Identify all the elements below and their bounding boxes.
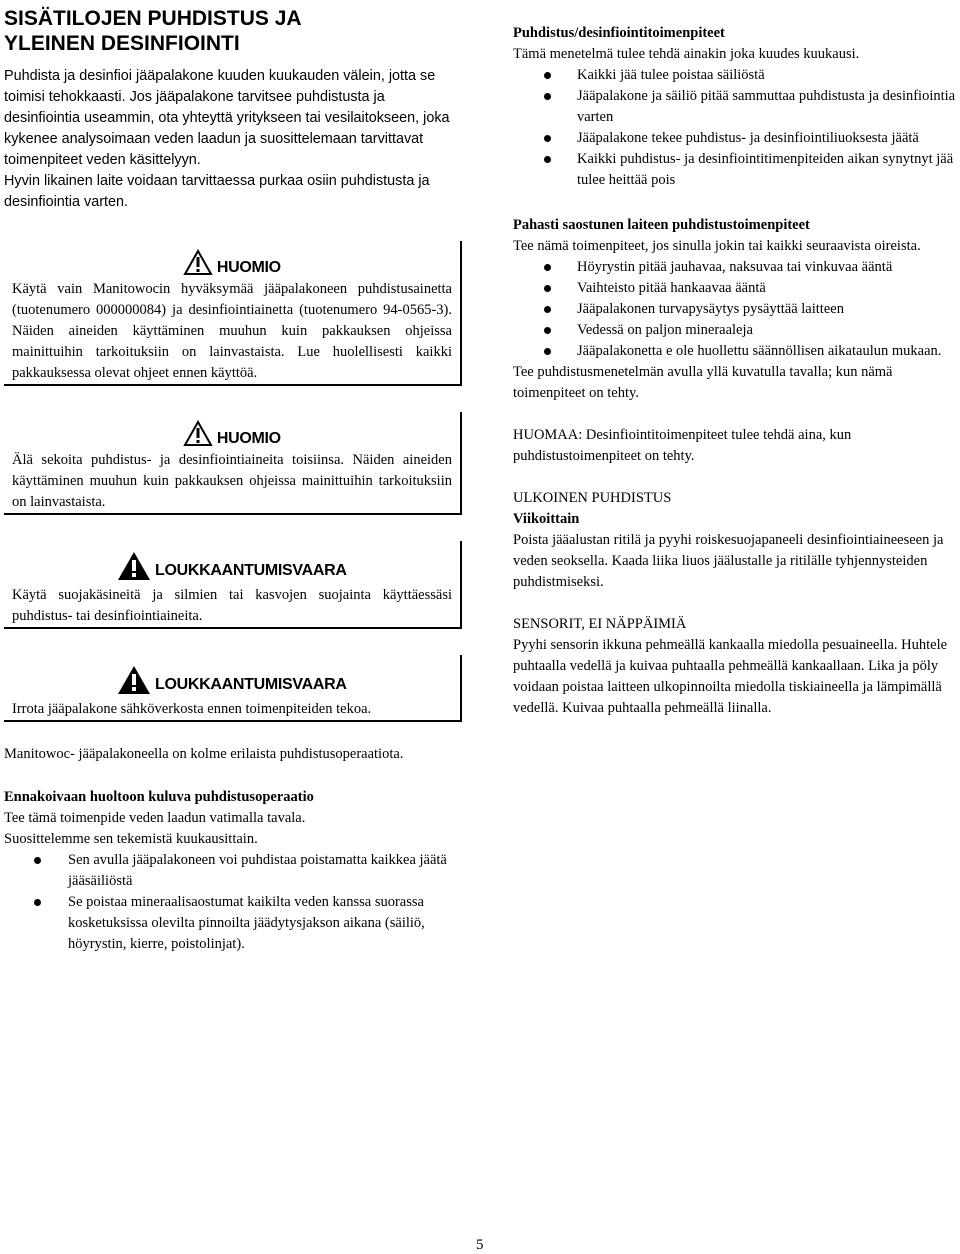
list-item-text: Jääpalakone ja säiliö pitää sammuttaa puhdistusta ja desinfiointia varten xyxy=(577,88,956,125)
bullet-dot xyxy=(34,857,41,864)
list-item-text: Jääpalakone tekee puhdistus- ja desinfiointiliuoksesta jäätä xyxy=(577,130,919,146)
list-item xyxy=(513,86,957,128)
list-item xyxy=(4,892,462,955)
intro-paragraph-2: Hyvin likainen laite voidaan tarvittaessa purkaa osiin puhdistusta ja desinfiointia varten. xyxy=(4,173,430,210)
notice-title: HUOMIO xyxy=(216,259,281,276)
right-column xyxy=(513,0,957,719)
warning-triangle-icon xyxy=(117,665,151,695)
preventive-line-1: Tee tämä toimenpide veden laadun vatimalla tavala. xyxy=(4,810,306,826)
bullet-dot xyxy=(544,156,551,163)
list-item-text: Kaikki puhdistus- ja desinfiointitimenpiteiden aikan synytnyt jää tulee heittää pois xyxy=(577,151,954,188)
title-line-1: SISÄTILOJEN PUHDISTUS JA xyxy=(4,7,302,30)
heavy-line-1: Tee nämä toimenpiteet, jos sinulla jokin tai kaikki seuraavista oireista. xyxy=(513,238,921,254)
danger-heading xyxy=(12,551,452,585)
notice-text: Käytä vain Manitowocin hyväksymää jääpalakoneen puhdistusainetta (tuotenumero 000000084) ja desinfiointiainetta (tuotenumero 94-0565-3). Näiden aineiden käyttäminen muuhun kuin pakkauksen ohjeissa mainittuihin tarkoituksiin on lainvastaista. Lue huolellisesti kaikki pakkauksessa olevat ohjeet ennen käyttöä. xyxy=(12,281,452,381)
list-item xyxy=(4,850,462,892)
sensors-heading: SENSORIT, EI NÄPPÄIMIÄ xyxy=(513,616,687,632)
bullet-dot xyxy=(544,135,551,142)
caution-triangle-icon xyxy=(183,249,213,276)
danger-box-2 xyxy=(4,655,462,722)
list-item-text: Kaikki jää tulee poistaa säiliöstä xyxy=(577,67,765,83)
list-item xyxy=(513,299,957,320)
notice-heading xyxy=(12,420,452,450)
list-item xyxy=(513,278,957,299)
notice-title: HUOMIO xyxy=(216,430,281,447)
bullet-dot xyxy=(34,899,41,906)
preventive-bullet-list xyxy=(4,850,462,955)
danger-heading xyxy=(12,665,452,699)
exterior-heading: ULKOINEN PUHDISTUS xyxy=(513,490,672,506)
preventive-heading: Ennakoivaan huoltoon kuluva puhdistusoperaatio xyxy=(4,789,314,805)
note-text: HUOMAA: Desinfiointitoimenpiteet tulee tehdä aina, kun puhdistustoimenpiteet on tehty. xyxy=(513,427,852,464)
list-item-text: Höyrystin pitää jauhavaa, naksuvaa tai vinkuvaa ääntä xyxy=(577,259,893,275)
left-column xyxy=(4,0,462,955)
bullet-dot xyxy=(544,72,551,79)
bullet-dot xyxy=(544,306,551,313)
list-item xyxy=(513,257,957,278)
heavy-heading: Pahasti saostunen laiteen puhdistustoimenpiteet xyxy=(513,217,810,233)
list-item xyxy=(513,320,957,341)
list-item-text: Se poistaa mineraalisaostumat kaikilta veden kanssa suorassa kosketuksissa olevilta pinnoilta jäädytysjakson aikana (säiliö, höyrystin, kierre, poistolinjat). xyxy=(68,894,425,952)
bullet-dot xyxy=(544,264,551,271)
list-item xyxy=(513,65,957,86)
list-item-text: Sen avulla jääpalakoneen voi puhdistaa poistamatta kaikkea jäätä jääsäiliöstä xyxy=(68,852,447,889)
list-item-text: Jääpalakonen turvapysäytys pysäyttää laitteen xyxy=(577,301,844,317)
title-line-2: YLEINEN DESINFIOINTI xyxy=(4,32,240,55)
notice-heading xyxy=(12,249,452,279)
cleaning-heading: Puhdistus/desinfiointitoimenpiteet xyxy=(513,25,725,41)
page-number: 5 xyxy=(476,1237,484,1253)
bullet-dot xyxy=(544,348,551,355)
danger-title: LOUKKAANTUMISVAARA xyxy=(155,676,347,693)
danger-text: Irrota jääpalakone sähköverkosta ennen toimenpiteiden tekoa. xyxy=(12,701,372,717)
warning-triangle-icon xyxy=(117,551,151,581)
exterior-text: Poista jääalustan ritilä ja pyyhi roiskesuojapaneeli desinfiointiaineeseen ja veden seoksella. Kaada liika liuos jäälustalle ja ritilälle tyhjennysteiden puhdistmiseksi. xyxy=(513,532,944,590)
list-item xyxy=(513,128,957,149)
list-item xyxy=(513,341,957,362)
heavy-bullet-list xyxy=(513,257,957,362)
danger-text: Käytä suojakäsineitä ja silmien tai kasvojen suojainta käyttäessäsi puhdistus- tai desinfiointiaineita. xyxy=(12,587,452,624)
page-title xyxy=(4,6,462,56)
danger-box-1 xyxy=(4,541,462,629)
exterior-subheading: Viikoittain xyxy=(513,511,580,527)
notice-box-2 xyxy=(4,412,462,515)
list-item-text: Vedessä on paljon mineraaleja xyxy=(577,322,753,338)
operations-intro: Manitowoc- jääpalakoneella on kolme erilaista puhdistusoperaatiota. xyxy=(4,746,404,762)
preventive-line-2: Suosittelemme sen tekemistä kuukausittain. xyxy=(4,831,258,847)
cleaning-bullet-list xyxy=(513,65,957,191)
list-item-text: Vaihteisto pitää hankaavaa ääntä xyxy=(577,280,766,296)
heavy-after-text: Tee puhdistusmenetelmän avulla yllä kuvatulla tavalla; kun nämä toimenpiteet on tehty. xyxy=(513,364,893,401)
bullet-dot xyxy=(544,93,551,100)
list-item xyxy=(513,149,957,191)
notice-text: Älä sekoita puhdistus- ja desinfiointiaineita toisiinsa. Näiden aineiden käyttäminen muuhun kuin pakkauksen ohjeissa mainittuihin tarkoituksiin on lainvastaista. xyxy=(12,452,452,510)
bullet-dot xyxy=(544,285,551,292)
caution-triangle-icon xyxy=(183,420,213,447)
cleaning-line-1: Tämä menetelmä tulee tehdä ainakin joka kuudes kuukausi. xyxy=(513,46,860,62)
danger-title: LOUKKAANTUMISVAARA xyxy=(155,562,347,579)
bullet-dot xyxy=(544,327,551,334)
intro-paragraph: Puhdista ja desinfioi jääpalakone kuuden kuukauden välein, jotta se toimisi tehokkaasti. Jos jääpalakone tarvitsee puhdistusta ja desinfiointia useammin, ota yhteyttä yritykseen tai vesilaitokseen, joka kykenee analysoimaan veden laadun ja suosittelemaan tarvittavat toimenpiteet veden käsittelyyn. xyxy=(4,68,450,168)
sensors-text: Pyyhi sensorin ikkuna pehmeällä kankaalla miedolla pesuaineella. Huhtele puhtaalla vedellä ja kuivaa puhtaalla pehmeällä kankaallaan. Lika ja pöly voidaan poistaa laitteen ulkopinnoilta miedolla tiskiaineella ja lämpimällä vedellä. Kuivaa puhtaalla pehmeällä liinalla. xyxy=(513,637,948,716)
list-item-text: Jääpalakonetta e ole huollettu säännöllisen aikataulun mukaan. xyxy=(577,343,942,359)
notice-box-1 xyxy=(4,241,462,386)
